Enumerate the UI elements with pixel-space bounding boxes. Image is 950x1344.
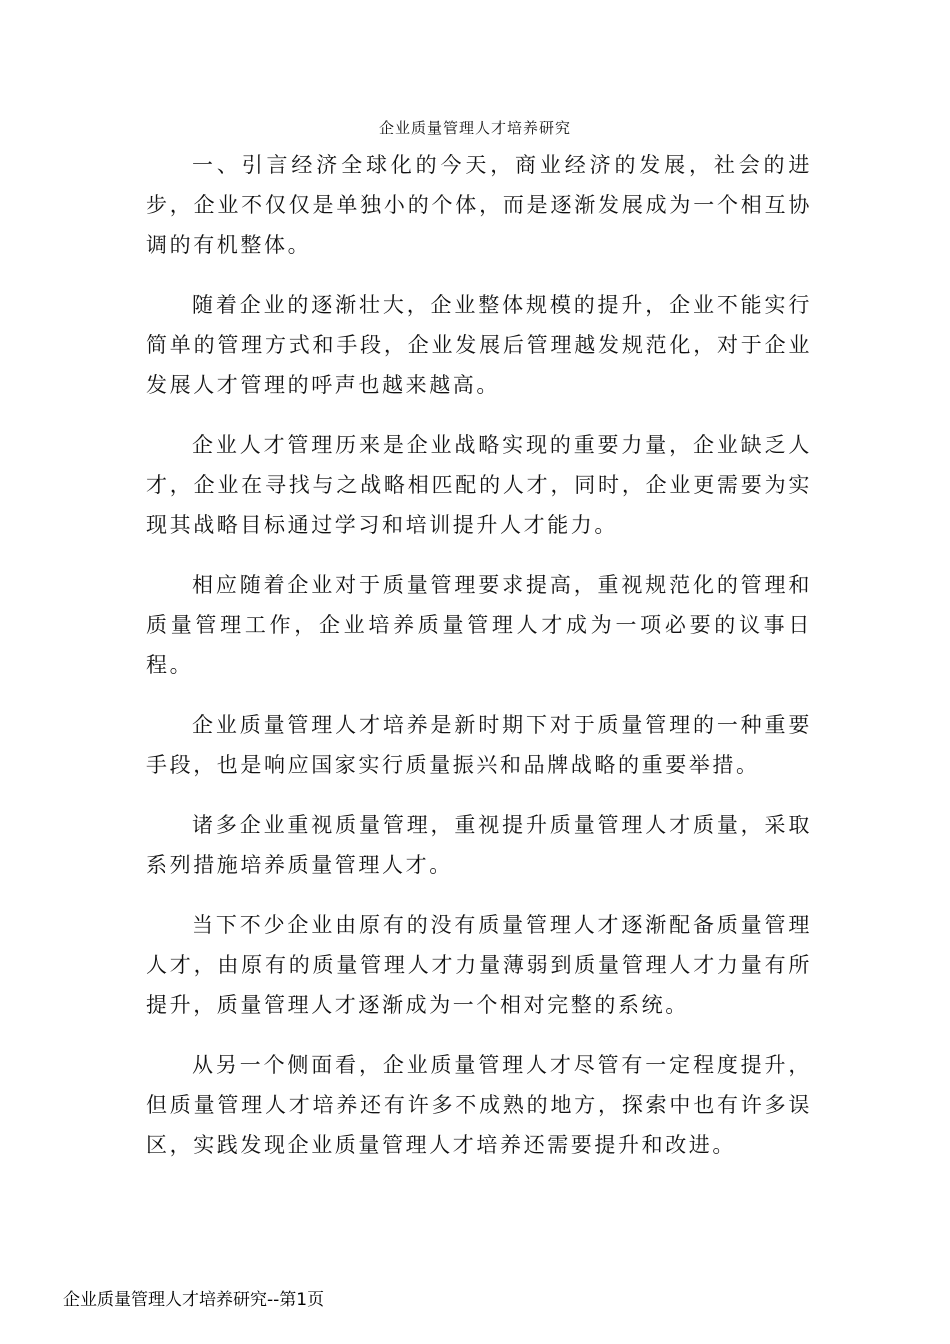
paragraph-2: 随着企业的逐渐壮大，企业整体规模的提升，企业不能实行简单的管理方式和手段，企业发展后管理越发规范化，对于企业发展人才管理的呼声也越来越高。 — [146, 293, 812, 397]
document-title: 企业质量管理人才培养研究 — [378, 119, 571, 137]
paragraph-4: 相应随着企业对于质量管理要求提高，重视规范化的管理和质量管理工作，企业培养质量管理人才成为一项必要的议事日程。 — [146, 573, 812, 677]
paragraph-7: 当下不少企业由原有的没有质量管理人才逐渐配备质量管理人才，由原有的质量管理人才力量薄弱到质量管理人才力量有所提升，质量管理人才逐渐成为一个相对完整的系统。 — [146, 913, 812, 1017]
paragraph-8: 从另一个侧面看，企业质量管理人才尽管有一定程度提升，但质量管理人才培养还有许多不成熟的地方，探索中也有许多误区，实践发现企业质量管理人才培养还需要提升和改进。 — [146, 1053, 812, 1157]
paragraph-5: 企业质量管理人才培养是新时期下对于质量管理的一种重要手段，也是响应国家实行质量振兴和品牌战略的重要举措。 — [146, 713, 812, 777]
paragraph-1: 一、引言经济全球化的今天，商业经济的发展，社会的进步，企业不仅仅是单独小的个体，而是逐渐发展成为一个相互协调的有机整体。 — [146, 153, 812, 257]
paragraph-3: 企业人才管理历来是企业战略实现的重要力量，企业缺乏人才，企业在寻找与之战略相匹配的人才，同时，企业更需要为实现其战略目标通过学习和培训提升人才能力。 — [146, 433, 812, 537]
page-footer: 企业质量管理人才培养研究--第1页 — [63, 1290, 325, 1310]
document-body — [146, 145, 812, 1165]
paragraph-6: 诸多企业重视质量管理，重视提升质量管理人才质量，采取系列措施培养质量管理人才。 — [146, 813, 812, 877]
